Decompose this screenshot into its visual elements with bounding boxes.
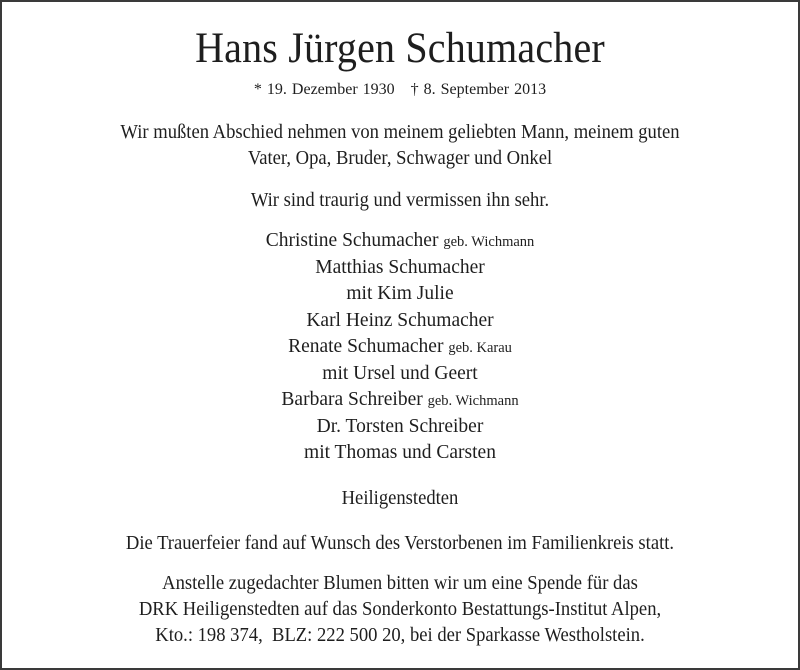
mourner-entry: [2, 440, 798, 467]
mourner-entry: [2, 414, 798, 441]
mourner-name: Christine Schumacher: [265, 230, 439, 251]
mourner-name: mit Kim Julie: [346, 283, 454, 304]
mourner-entry: [2, 361, 798, 388]
death-date: † 8. September 2013: [410, 81, 547, 98]
mourner-name: Barbara Schreiber: [281, 389, 423, 410]
mourner-name: Dr. Torsten Schreiber: [316, 416, 484, 437]
donation-text-line-1: Anstelle zugedachter Blumen bitten wir um eine Spende für das: [162, 572, 638, 594]
mourner-entry: [2, 334, 798, 362]
sentiment-text: Wir sind traurig und vermissen ihn sehr.: [250, 189, 550, 211]
mourner-entry: [2, 281, 798, 308]
donation-text-line-2: DRK Heiligenstedten auf das Sonderkonto Bestattungs-Institut Alpen,: [138, 598, 662, 620]
maiden-name-note: geb. Karau: [448, 340, 512, 356]
birth-date: * 19. Dezember 1930: [253, 81, 395, 98]
mourner-entry: [2, 255, 798, 282]
maiden-name-note: geb. Wichmann: [443, 234, 535, 250]
intro-text-line-2: Vater, Opa, Bruder, Schwager und Onkel: [247, 147, 553, 169]
funeral-notice: Die Trauerfeier fand auf Wunsch des Verstorbenen im Familienkreis statt.: [125, 532, 675, 554]
mourner-name: Karl Heinz Schumacher: [306, 310, 494, 331]
intro-text-line-1: Wir mußten Abschied nehmen von meinem geliebten Mann, meinem guten: [120, 121, 680, 143]
maiden-name-note: geb. Wichmann: [427, 393, 519, 409]
mourner-name: mit Thomas und Carsten: [304, 442, 496, 463]
place-name: Heiligenstedten: [341, 487, 459, 509]
mourner-entry: [2, 228, 798, 256]
donation-text-line-3: Kto.: 198 374, BLZ: 222 500 20, bei der Sparkasse Westholstein.: [155, 624, 645, 646]
life-dates: [2, 80, 798, 100]
mourner-entry: [2, 387, 798, 415]
mourner-entry: [2, 308, 798, 335]
mourner-name: Renate Schumacher: [288, 336, 444, 357]
mourner-name: Matthias Schumacher: [315, 257, 485, 278]
deceased-name: Hans Jürgen Schumacher: [195, 25, 605, 72]
mourner-name: mit Ursel und Geert: [322, 363, 478, 384]
